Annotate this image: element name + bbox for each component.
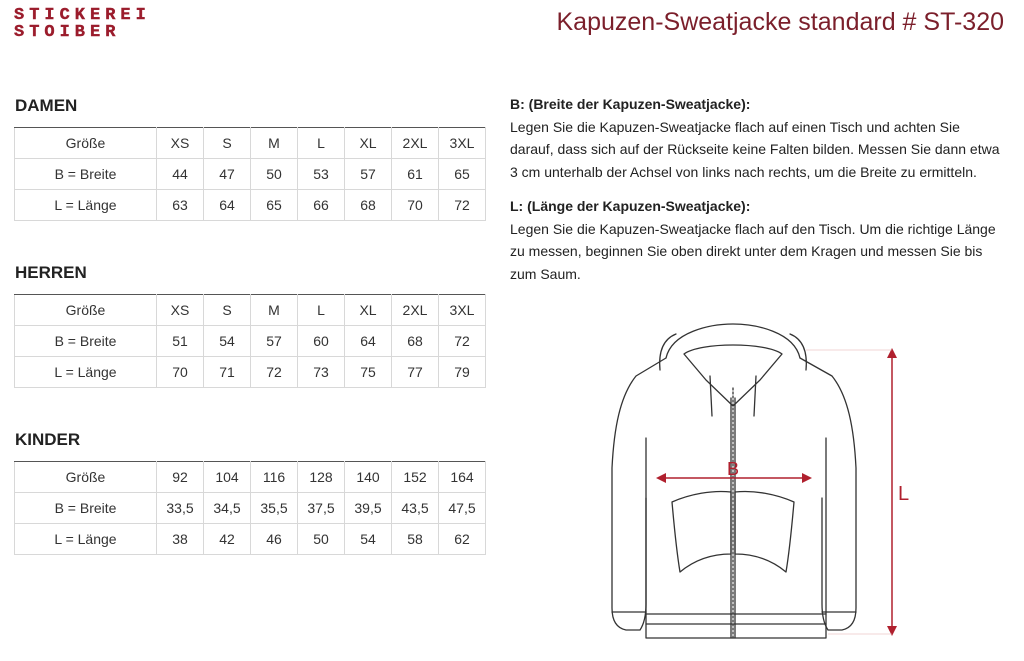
table-cell: 53 [298,159,345,190]
length-heading: L: (Länge der Kapuzen-Sweatjacke): [510,198,751,214]
table-cell: 47,5 [439,493,486,524]
section-title-herren: HERREN [15,263,87,282]
table-cell: 3XL [439,128,486,159]
table-row [15,190,486,221]
table-cell: 73 [298,357,345,388]
width-text: Legen Sie die Kapuzen-Sweatjacke flach auf einen Tisch und achten Sie darauf, dass sich auf der Rückseite keine Falten bilden. Messen Sie dann etwa 3 cm unterhalb der Achsel von links nach rechts, um die Breite zu ermitteln. [510,118,1000,180]
table-cell: 43,5 [392,493,439,524]
jacket-outline-icon [612,324,856,638]
table-cell: 63 [157,190,204,221]
size-table-damen [14,127,486,221]
length-label: L [898,483,910,505]
table-cell: 2XL [392,128,439,159]
table-cell: 65 [251,190,298,221]
table-cell: 72 [439,190,486,221]
table-cell: 92 [157,462,204,493]
table-cell: Größe [15,128,157,159]
table-cell: 71 [204,357,251,388]
table-cell: B = Breite [15,493,157,524]
table-cell: 66 [298,190,345,221]
brand-logo-line2: STOIBER [14,23,121,38]
table-cell: 128 [298,462,345,493]
table-cell: M [251,295,298,326]
page-title: Kapuzen-Sweatjacke standard # ST-320 [556,8,1004,36]
table-cell: 47 [204,159,251,190]
table-cell: 65 [439,159,486,190]
table-row [15,357,486,388]
measurement-instructions [510,93,1000,285]
table-cell: 70 [392,190,439,221]
table-cell: 58 [392,524,439,555]
table-cell: 50 [298,524,345,555]
table-cell: L [298,295,345,326]
table-cell: 50 [251,159,298,190]
table-cell: 3XL [439,295,486,326]
table-cell: L = Länge [15,524,157,555]
table-cell: B = Breite [15,159,157,190]
table-cell: 116 [251,462,298,493]
width-label: B [726,459,740,479]
table-cell: 70 [157,357,204,388]
table-cell: 38 [157,524,204,555]
table-cell: 152 [392,462,439,493]
table-cell: 64 [204,190,251,221]
table-cell: 54 [345,524,392,555]
table-cell: 77 [392,357,439,388]
table-cell: L = Länge [15,357,157,388]
table-cell: 72 [251,357,298,388]
size-table-herren [14,294,486,388]
table-cell: 60 [298,326,345,357]
table-cell: XL [345,128,392,159]
table-cell: 57 [345,159,392,190]
length-text: Legen Sie die Kapuzen-Sweatjacke flach auf den Tisch. Um die richtige Länge zu messen, beginnen Sie oben direkt unter dem Kragen und messen Sie bis zum Saum. [510,220,996,282]
table-cell: 57 [251,326,298,357]
table-cell: Größe [15,462,157,493]
table-cell: 68 [345,190,392,221]
table-cell: 46 [251,524,298,555]
table-cell: L [298,128,345,159]
table-cell: 2XL [392,295,439,326]
table-row [15,159,486,190]
table-cell: 164 [439,462,486,493]
table-cell: XL [345,295,392,326]
size-table-kinder [14,461,486,555]
table-row [15,295,486,326]
table-cell: M [251,128,298,159]
table-cell: 62 [439,524,486,555]
table-cell: 35,5 [251,493,298,524]
section-title-damen: DAMEN [15,96,78,115]
table-cell: S [204,295,251,326]
table-cell: 34,5 [204,493,251,524]
table-cell: 104 [204,462,251,493]
table-cell: 75 [345,357,392,388]
table-row [15,326,486,357]
table-cell: 54 [204,326,251,357]
table-cell: 79 [439,357,486,388]
brand-logo [14,4,214,38]
brand-logo-line1: STICKEREI [14,6,151,25]
table-row [15,524,486,555]
table-cell: 61 [392,159,439,190]
table-cell: 37,5 [298,493,345,524]
jacket-measurement-diagram [600,318,920,658]
table-row [15,128,486,159]
table-cell: 68 [392,326,439,357]
table-cell: 64 [345,326,392,357]
length-measure-arrow [806,348,897,636]
table-cell: 140 [345,462,392,493]
width-heading: B: (Breite der Kapuzen-Sweatjacke): [510,96,751,112]
table-cell: L = Länge [15,190,157,221]
table-cell: XS [157,295,204,326]
table-cell: 72 [439,326,486,357]
table-cell: 33,5 [157,493,204,524]
table-cell: 44 [157,159,204,190]
section-title-kinder: KINDER [15,430,81,449]
table-row [15,462,486,493]
table-cell: 51 [157,326,204,357]
table-cell: Größe [15,295,157,326]
table-cell: S [204,128,251,159]
table-cell: 42 [204,524,251,555]
table-cell: 39,5 [345,493,392,524]
table-row [15,493,486,524]
table-cell: B = Breite [15,326,157,357]
table-cell: XS [157,128,204,159]
